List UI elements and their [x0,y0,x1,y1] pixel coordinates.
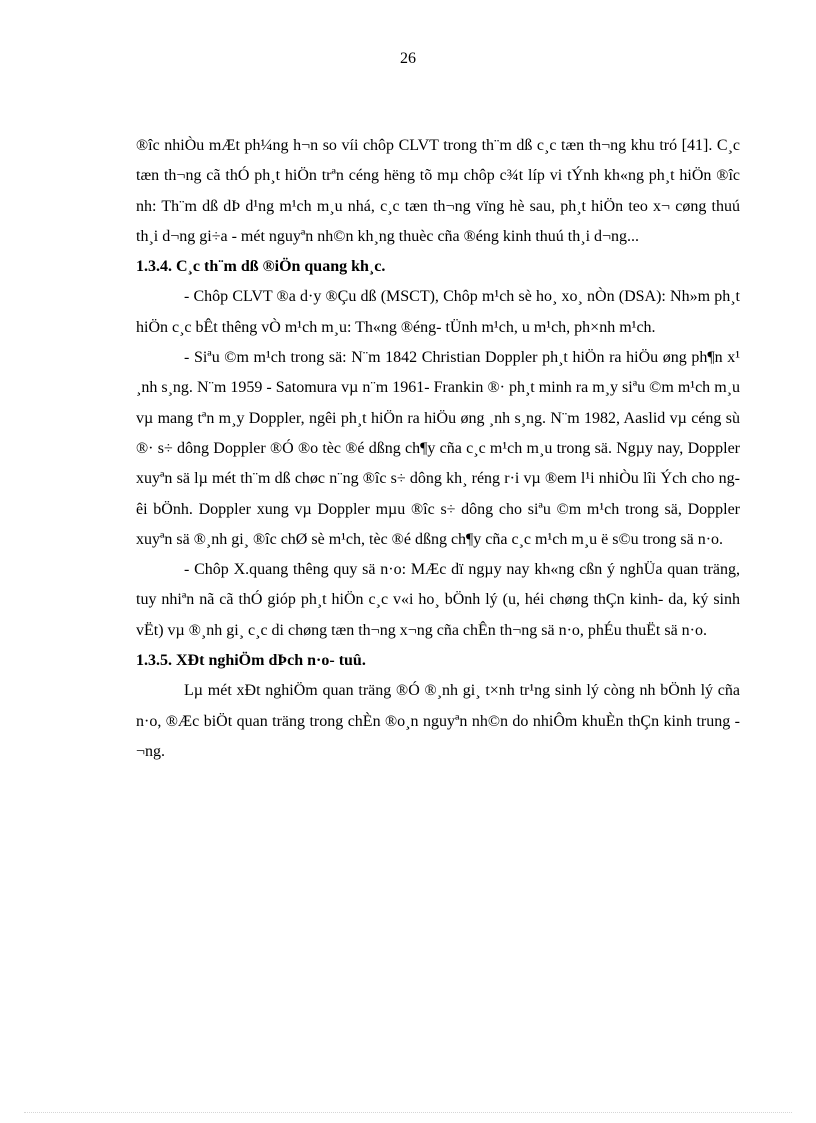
section-heading-1-3-5: 1.3.5. XÐt nghiÖm dÞch n·o- tuû. [136,652,366,670]
body-paragraph: - Chôp X.quang thêng quy sä n·o: MÆc dï ngµy nay kh«ng cßn ý nghÜa quan träng, tuy nhiªn nã cã thÓ gióp ph¸t hiÖn c¸c v«i ho¸ bÖnh lý (u, héi chøng thÇn kinh- da, ký sinh vËt) vµ ®¸nh gi¸ c¸c di chøng tæn th¬ng x¬ng cña chÊn th¬ng sä n·o, phÉu thuËt sä n·o. [136,561,740,639]
body-paragraph: - Chôp CLVT ®a d·y ®Çu dß (MSCT), Chôp m¹ch sè ho¸ xo¸ nÒn (DSA): Nh»m ph¸t hiÖn c¸c bÊt thêng vÒ m¹ch m¸u: Th«ng ®éng- tÜnh m¹ch, u m¹ch, ph×nh m¹ch. [136,288,740,336]
page-bottom-divider [24,1112,792,1113]
document-body [136,131,740,767]
section-heading-1-3-4: 1.3.4. C¸c th¨m dß ®iÖn quang kh¸c. [136,258,386,276]
page-number: 26 [400,50,416,67]
body-paragraph: - Siªu ©m m¹ch trong sä: N¨m 1842 Christian Doppler ph¸t hiÖn ra hiÖu øng ph¶n x¹ ¸nh s¸ng. N¨m 1959 - Satomura vµ n¨m 1961- Frankin ®· ph¸t minh ra m¸y siªu ©m m¹ch m¸u vµ mang tªn m¸y Doppler, ngêi ph¸t hiÖn ra hiÖu øng ¸nh s¸ng. N¨m 1982, Aaslid vµ céng sù ®· s÷ dông Doppler ®Ó ®o tèc ®é dßng ch¶y cña c¸c m¹ch m¸u trong sä. Ngµy nay, Doppler xuyªn sä lµ mét th¨m dß chøc n¨ng ®îc s÷ dông kh¸ réng r·i vµ ®em l¹i nhiÒu lîi Ých cho ngêi bÖnh. Doppler xung vµ Doppler mµu ®îc s÷ dông cho siªu ©m m¹ch trong sä, Doppler xuyªn sä ®¸nh gi¸ ®îc chØ sè m¹ch, tèc ®é dßng ch¶y cña c¸c m¹ch m¸u ë s©u trong sä n·o. [136,349,740,548]
body-paragraph: Lµ mét xÐt nghiÖm quan träng ®Ó ®¸nh gi¸ t×nh tr¹ng sinh lý còng nh bÖnh lý cña n·o, ®Æc biÖt quan träng trong chÈn ®o¸n nguyªn nh©n do nhiÔm khuÈn thÇn kinh trung ¬ng. [136,682,740,760]
body-paragraph: ®îc nhiÒu mÆt ph¼ng h¬n so víi chôp CLVT trong th¨m dß c¸c tæn th¬ng khu tró [41]. C¸c tæn th¬ng cã thÓ ph¸t hiÖn trªn céng hëng tõ mµ chôp c¾t líp vi tÝnh kh«ng ph¸t hiÖn ®îc nh: Th¨m dß dÞ d¹ng m¹ch m¸u nhá, c¸c tæn th¬ng vïng hè sau, ph¸t hiÖn teo x¬ cøng thuú th¸i d¬ng gi÷a - mét nguyªn nh©n kh¸ng thuèc cña ®éng kinh thuú th¸i d¬ng... [136,137,740,245]
